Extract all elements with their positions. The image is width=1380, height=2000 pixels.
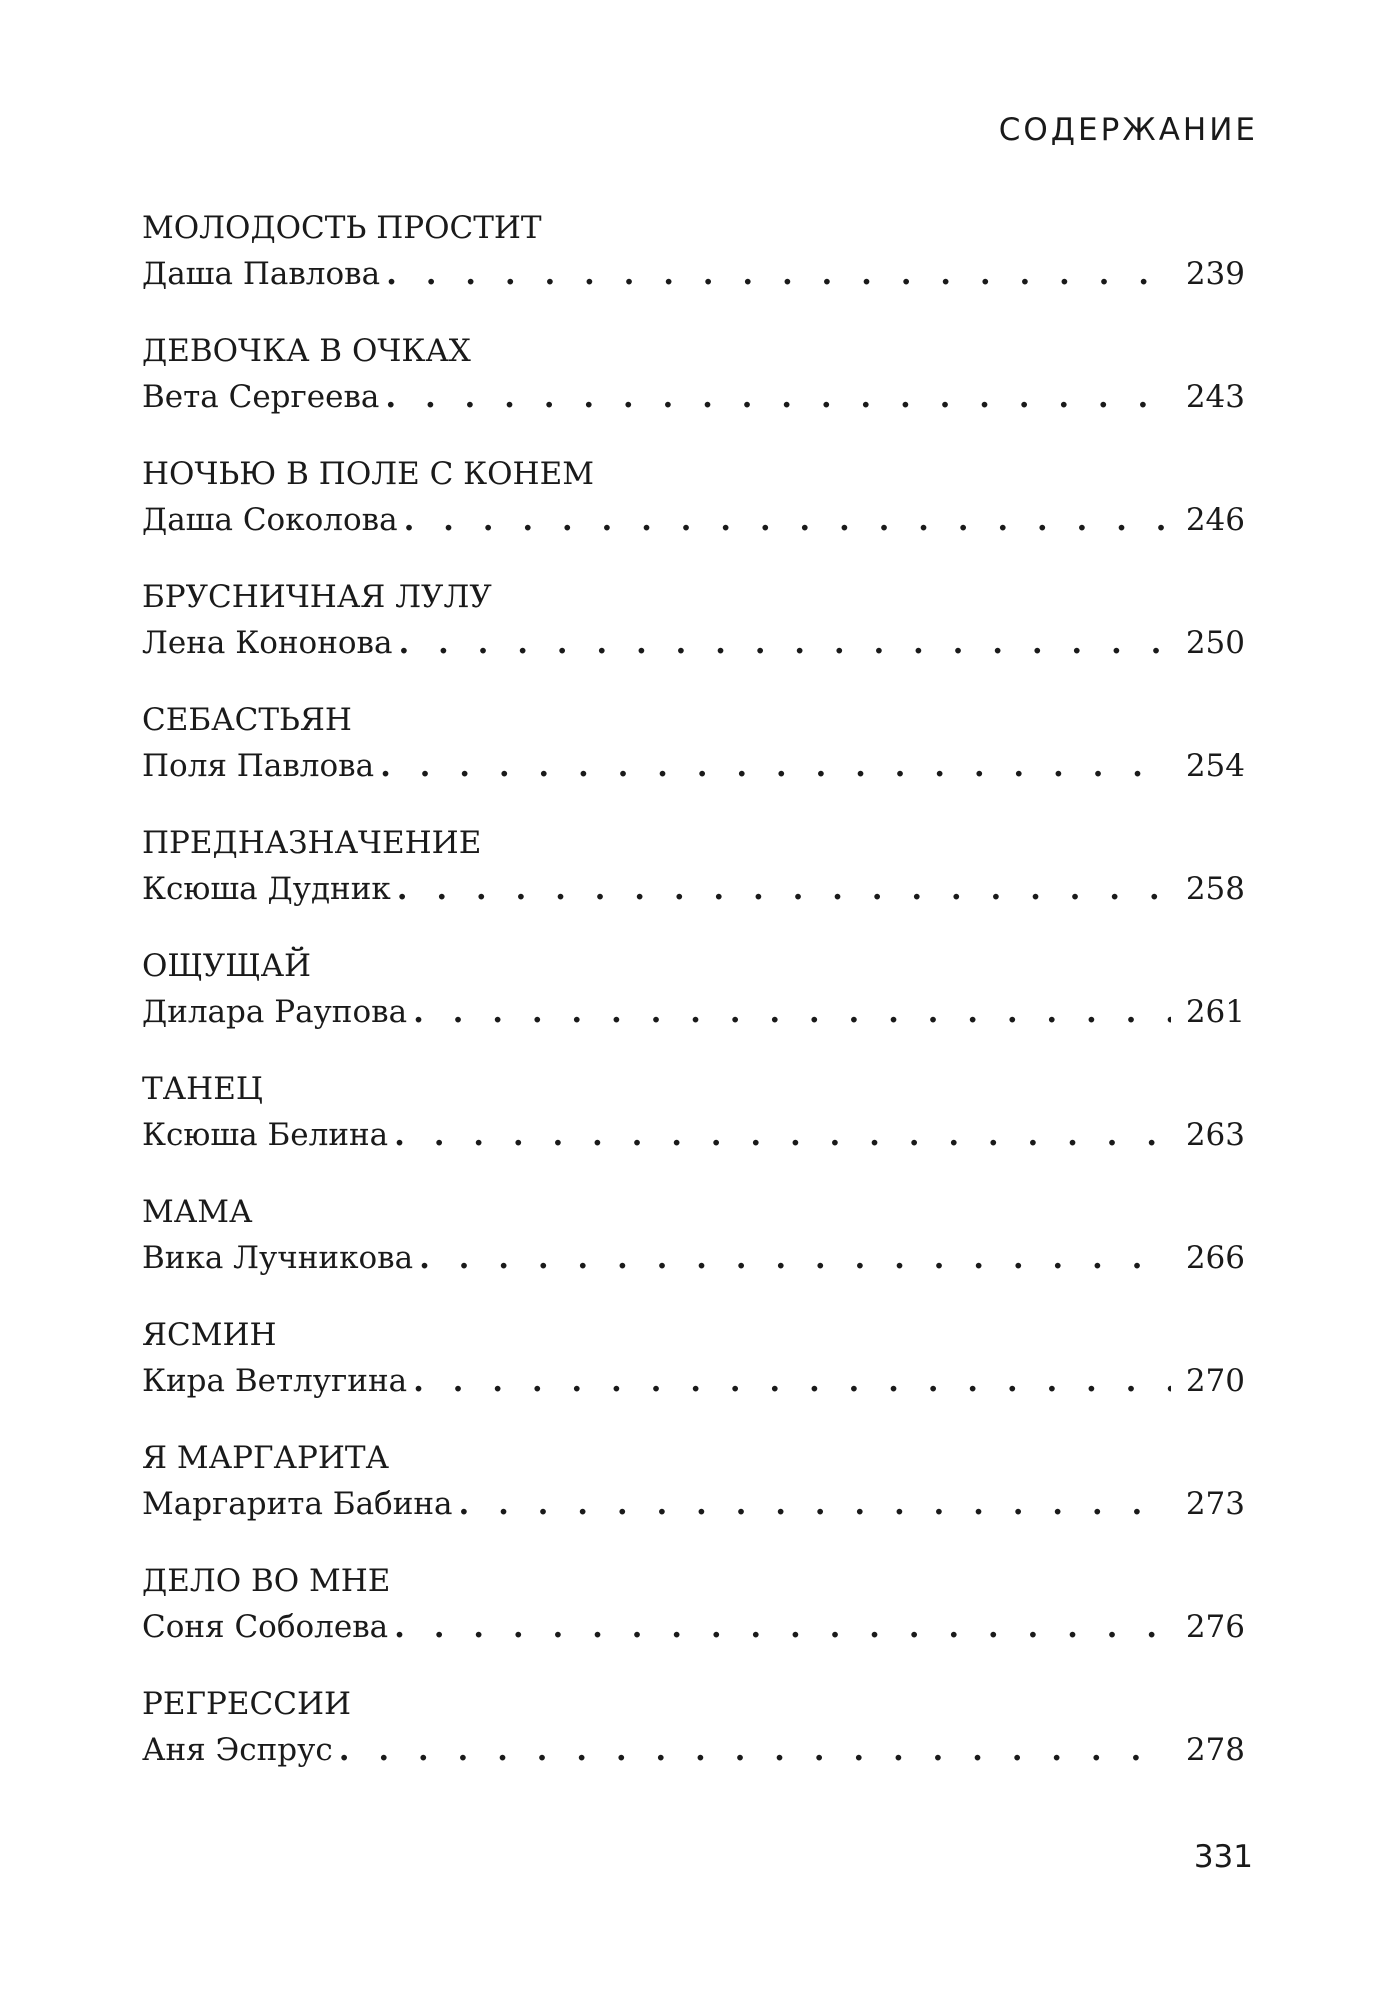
toc-entry	[142, 820, 1245, 943]
entry-author: Ксюша Дудник	[142, 871, 391, 907]
dot-leader	[380, 743, 1171, 789]
entry-title: ДЕВОЧКА В ОЧКАХ	[142, 333, 471, 369]
page-number: 331	[1193, 1839, 1253, 1875]
entry-line	[142, 1235, 1245, 1281]
entry-author: Дилара Раупова	[142, 994, 408, 1030]
entry-page-number: 276	[1185, 1609, 1245, 1645]
toc-entry	[142, 328, 1245, 451]
entry-title: СЕБАСТЬЯН	[142, 702, 352, 738]
entry-author: Кира Ветлугина	[142, 1363, 408, 1399]
entry-page-number: 258	[1185, 871, 1245, 907]
entry-author: Вета Сергеева	[142, 379, 380, 415]
toc-entry	[142, 1558, 1245, 1681]
entry-line	[142, 1481, 1245, 1527]
table-of-contents	[142, 205, 1245, 1804]
entry-title: МАМА	[142, 1194, 253, 1230]
entry-line	[142, 1112, 1245, 1158]
entry-line	[142, 251, 1245, 297]
entry-line	[142, 374, 1245, 420]
entry-line	[142, 743, 1245, 789]
toc-entry	[142, 697, 1245, 820]
entry-title: ЯСМИН	[142, 1317, 277, 1353]
entry-page-number: 250	[1185, 625, 1245, 661]
entry-line	[142, 497, 1245, 543]
entry-page-number: 273	[1185, 1486, 1245, 1522]
entry-title: ДЕЛО ВО МНЕ	[142, 1563, 391, 1599]
entry-page-number: 254	[1185, 748, 1245, 784]
entry-author: Ксюша Белина	[142, 1117, 389, 1153]
entry-author: Маргарита Бабина	[142, 1486, 453, 1522]
toc-entry	[142, 1681, 1245, 1804]
dot-leader	[394, 1604, 1171, 1650]
dot-leader	[385, 374, 1171, 420]
entry-page-number: 261	[1185, 994, 1245, 1030]
entry-author: Даша Соколова	[142, 502, 398, 538]
dot-leader	[419, 1235, 1171, 1281]
toc-entry	[142, 451, 1245, 574]
dot-leader	[398, 620, 1171, 666]
dot-leader	[386, 251, 1171, 297]
toc-entry	[142, 1435, 1245, 1558]
entry-title: ОЩУЩАЙ	[142, 948, 312, 984]
entry-author: Поля Павлова	[142, 748, 375, 784]
toc-entry	[142, 943, 1245, 1066]
entry-author: Лена Кононова	[142, 625, 393, 661]
entry-line	[142, 989, 1245, 1035]
entry-page-number: 278	[1185, 1732, 1245, 1768]
dot-leader	[397, 866, 1171, 912]
entry-author: Соня Соболева	[142, 1609, 389, 1645]
entry-title: МОЛОДОСТЬ ПРОСТИТ	[142, 210, 542, 246]
entry-author: Вика Лучникова	[142, 1240, 414, 1276]
entry-author: Аня Эспрус	[142, 1732, 333, 1768]
dot-leader	[459, 1481, 1171, 1527]
entry-title: РЕГРЕССИИ	[142, 1686, 352, 1722]
entry-line	[142, 1358, 1245, 1404]
dot-leader	[339, 1727, 1171, 1773]
entry-page-number: 243	[1185, 379, 1245, 415]
entry-title: НОЧЬЮ В ПОЛЕ С КОНЕМ	[142, 456, 594, 492]
dot-leader	[413, 1358, 1171, 1404]
dot-leader	[404, 497, 1171, 543]
toc-entry	[142, 574, 1245, 697]
entry-title: БРУСНИЧНАЯ ЛУЛУ	[142, 579, 492, 615]
entry-line	[142, 620, 1245, 666]
entry-title: ТАНЕЦ	[142, 1071, 263, 1107]
entry-line	[142, 1604, 1245, 1650]
running-head: СОДЕРЖАНИЕ	[998, 112, 1258, 148]
entry-title: Я МАРГАРИТА	[142, 1440, 390, 1476]
dot-leader	[413, 989, 1171, 1035]
toc-entry	[142, 1312, 1245, 1435]
entry-title: ПРЕДНАЗНАЧЕНИЕ	[142, 825, 482, 861]
entry-line	[142, 1727, 1245, 1773]
entry-page-number: 270	[1185, 1363, 1245, 1399]
entry-page-number: 246	[1185, 502, 1245, 538]
dot-leader	[394, 1112, 1171, 1158]
entry-page-number: 266	[1185, 1240, 1245, 1276]
toc-entry	[142, 205, 1245, 328]
entry-page-number: 263	[1185, 1117, 1245, 1153]
entry-page-number: 239	[1185, 256, 1245, 292]
toc-entry	[142, 1066, 1245, 1189]
entry-line	[142, 866, 1245, 912]
entry-author: Даша Павлова	[142, 256, 381, 292]
toc-entry	[142, 1189, 1245, 1312]
